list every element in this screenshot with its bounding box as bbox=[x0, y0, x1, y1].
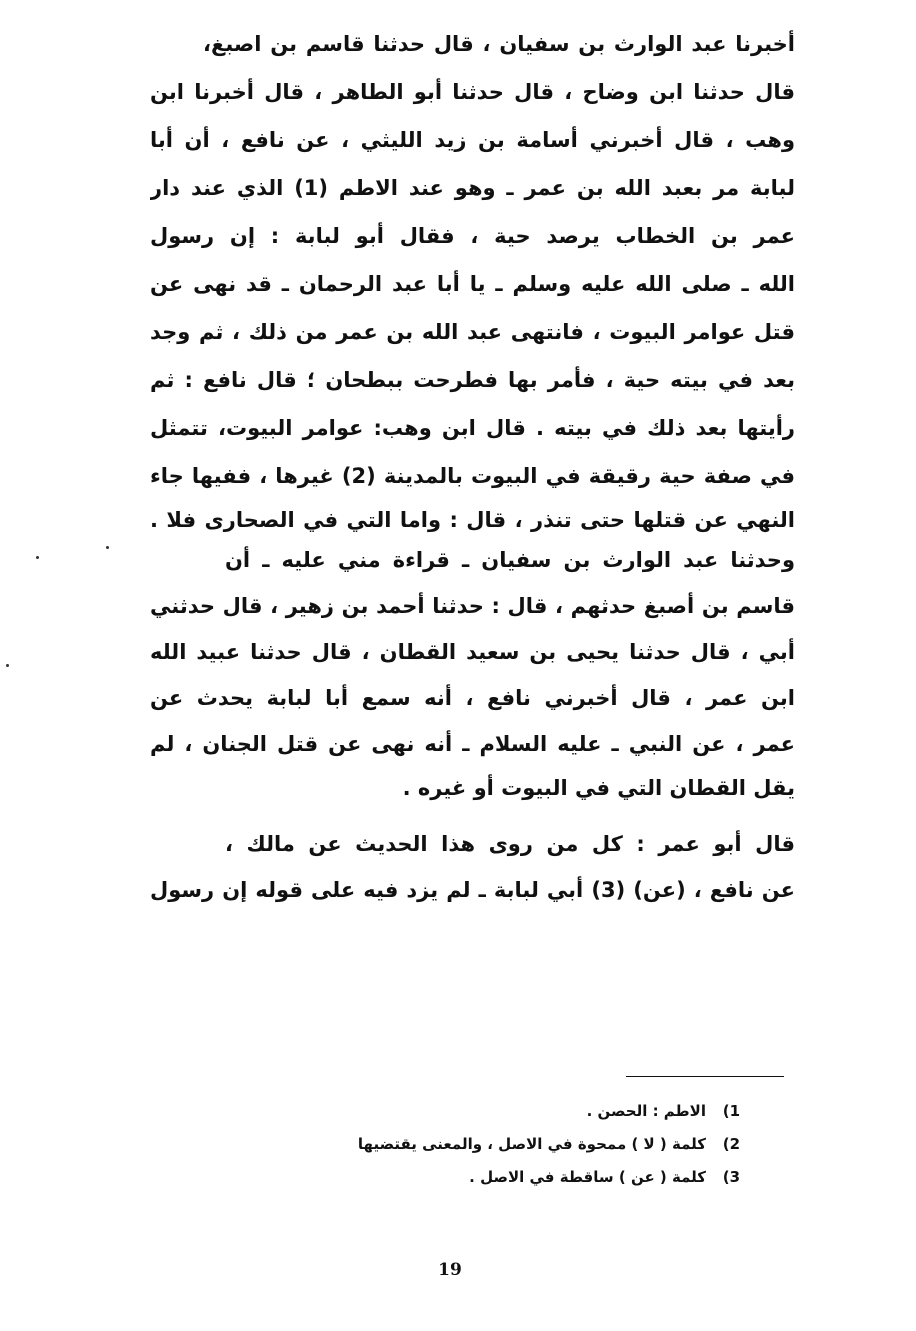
text-line: بعد في بيته حية ، فأمر بها فطرحت ببطحان ؛ قال نافع : ثم bbox=[150, 368, 795, 392]
paragraph-2 bbox=[150, 540, 795, 810]
text-line: أخبرنا عبد الوارث بن سفيان ، قال حدثنا قاسم بن اصبغ، bbox=[203, 32, 795, 56]
scan-speck bbox=[6, 664, 9, 667]
text-line: الله ـ صلى الله عليه وسلم ـ يا أبا عبد الرحمان ـ قد نهى عن bbox=[150, 272, 795, 296]
text-line: عمر ، عن النبي ـ عليه السلام ـ أنه نهى عن قتل الجنان ، لم bbox=[150, 732, 795, 756]
footnote-text: الاطم : الحصن . bbox=[586, 1102, 706, 1120]
text-line: وحدثنا عبد الوارث بن سفيان ـ قراءة مني عليه ـ أن bbox=[225, 548, 795, 572]
text-line: رأيتها بعد ذلك في بيته . قال ابن وهب: عوامر البيوت، تتمثل bbox=[150, 416, 795, 440]
text-line: ابن عمر ، قال أخبرني نافع ، أنه سمع أبا لبابة يحدث عن bbox=[150, 686, 795, 710]
text-line: أبي ، قال حدثنا يحيى بن سعيد القطان ، قال حدثنا عبيد الله bbox=[150, 640, 795, 664]
text-line: في صفة حية رقيقة في البيوت بالمدينة (2) غيرها ، ففيها جاء bbox=[150, 464, 795, 488]
page-number: 19 bbox=[438, 1260, 462, 1280]
text-line: عمر بن الخطاب يرصد حية ، فقال أبو لبابة : إن رسول bbox=[150, 224, 795, 248]
footnote-1 bbox=[280, 1096, 740, 1126]
footnote-2 bbox=[280, 1129, 740, 1159]
footnote-separator bbox=[626, 1076, 784, 1077]
footnote-number: 1) bbox=[722, 1102, 740, 1120]
text-line: عن نافع ، (عن) (3) أبي لبابة ـ لم يزد فيه على قوله إن رسول bbox=[150, 878, 795, 902]
footnotes bbox=[280, 1096, 740, 1206]
text-line: قاسم بن أصبغ حدثهم ، قال : حدثنا أحمد بن زهير ، قال حدثني bbox=[150, 594, 795, 618]
paragraph-3 bbox=[150, 824, 795, 914]
footnote-3 bbox=[280, 1162, 740, 1192]
footnote-text: كلمة ( عن ) ساقطة في الاصل . bbox=[469, 1168, 706, 1186]
footnote-text: كلمة ( لا ) ممحوة في الاصل ، والمعنى يقتضيها bbox=[357, 1135, 706, 1153]
footnote-number: 2) bbox=[722, 1135, 740, 1153]
text-line: لبابة مر بعبد الله بن عمر ـ وهو عند الاطم (1) الذي عند دار bbox=[150, 176, 795, 200]
text-line: النهي عن قتلها حتى تنذر ، قال : واما التي في الصحارى فلا . bbox=[150, 508, 795, 532]
scan-speck bbox=[106, 546, 109, 549]
text-line: وهب ، قال أخبرني أسامة بن زيد الليثي ، عن نافع ، أن أبا bbox=[150, 128, 795, 152]
scan-speck bbox=[36, 556, 39, 559]
text-line: قتل عوامر البيوت ، فانتهى عبد الله بن عمر من ذلك ، ثم وجد bbox=[150, 320, 795, 344]
text-line: قال حدثنا ابن وضاح ، قال حدثنا أبو الطاهر ، قال أخبرنا ابن bbox=[150, 80, 795, 104]
footnote-number: 3) bbox=[722, 1168, 740, 1186]
text-line: قال أبو عمر : كل من روى هذا الحديث عن مالك ، bbox=[225, 832, 795, 856]
text-line: يقل القطان التي في البيوت أو غيره . bbox=[402, 776, 795, 800]
paragraph-1 bbox=[150, 24, 795, 532]
